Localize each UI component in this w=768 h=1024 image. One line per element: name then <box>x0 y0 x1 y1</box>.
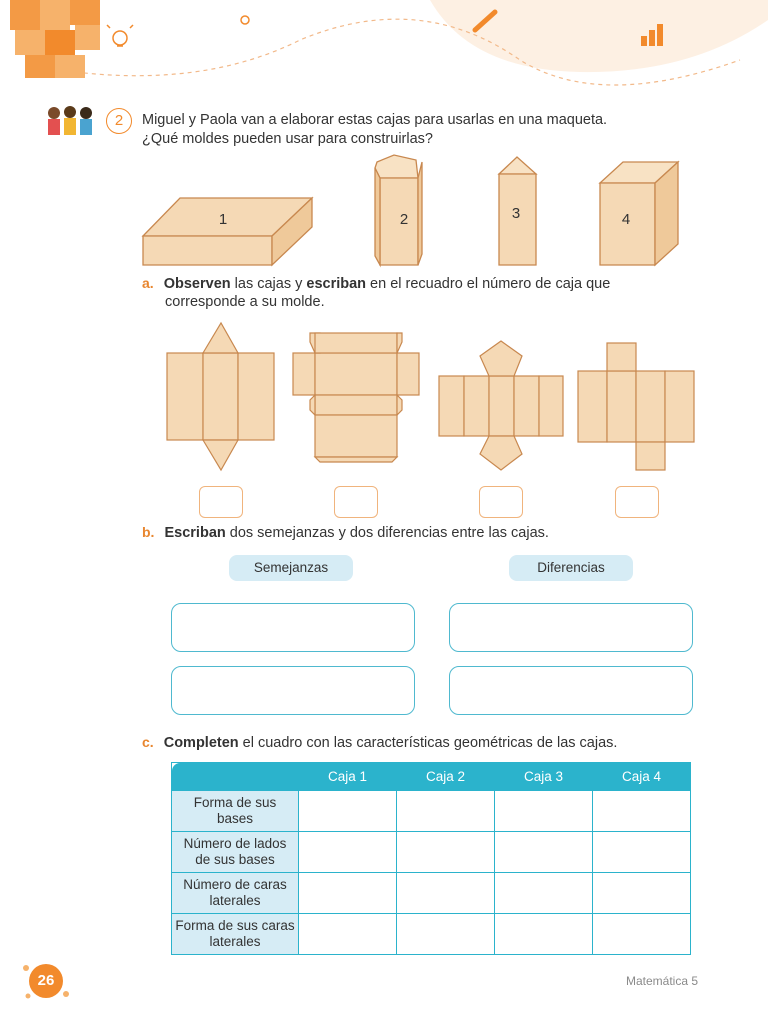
semejanza-field-2[interactable] <box>171 666 415 715</box>
net-4 <box>578 343 694 470</box>
part-a-bold-1: Observen <box>163 276 231 292</box>
answer-box-net-3[interactable] <box>479 486 523 518</box>
part-a-letter: a. <box>142 275 154 291</box>
part-c-text: el cuadro con las características geométricas de las cajas. <box>238 735 618 751</box>
part-b-letter: b. <box>142 524 155 540</box>
diferencia-field-1[interactable] <box>449 603 693 652</box>
boxes-illustration <box>140 150 690 270</box>
question-number: 2 <box>106 108 132 134</box>
children-illustration <box>44 103 100 139</box>
table-cell[interactable] <box>495 832 593 873</box>
semejanza-field-1[interactable] <box>171 603 415 652</box>
table-cell[interactable] <box>495 873 593 914</box>
table-row <box>172 873 691 914</box>
nets-illustration <box>160 320 700 480</box>
table-row <box>172 832 691 873</box>
table-cell[interactable] <box>593 791 691 832</box>
answer-box-net-2[interactable] <box>334 486 378 518</box>
header-decoration <box>0 0 768 100</box>
question-line-2: ¿Qué moldes pueden usar para construirlas? <box>142 131 433 147</box>
table-cell[interactable] <box>299 873 397 914</box>
part-b-line <box>142 524 549 541</box>
table-row <box>172 791 691 832</box>
box-1 <box>143 198 312 265</box>
box-label-3: 3 <box>511 205 521 222</box>
table-row <box>172 914 691 955</box>
diferencia-field-2[interactable] <box>449 666 693 715</box>
box-4 <box>600 162 678 265</box>
table-header-caja-3: Caja 3 <box>495 763 593 791</box>
table-header-row <box>172 763 691 791</box>
table-corner-cell <box>172 763 299 791</box>
part-b-bold: Escriban <box>164 525 226 541</box>
answer-box-net-4[interactable] <box>615 486 659 518</box>
part-a-text-2: en el recuadro el número de caja que <box>366 276 611 292</box>
net-2 <box>293 333 419 462</box>
box-2 <box>375 155 422 265</box>
table-cell[interactable] <box>495 914 593 955</box>
row-label: Forma de sus caras laterales <box>172 914 299 955</box>
table-cell[interactable] <box>593 873 691 914</box>
table-cell[interactable] <box>397 791 495 832</box>
net-3 <box>439 341 563 470</box>
table-cell[interactable] <box>495 791 593 832</box>
row-label: Número de caras laterales <box>172 873 299 914</box>
table-cell[interactable] <box>593 914 691 955</box>
characteristics-table <box>171 762 691 955</box>
lightbulb-icon <box>107 25 133 46</box>
table-cell[interactable] <box>299 832 397 873</box>
semejanzas-label: Semejanzas <box>229 555 353 581</box>
table-cell[interactable] <box>397 873 495 914</box>
part-c-line <box>142 734 617 751</box>
cubes-icon <box>10 0 100 78</box>
answer-box-net-1[interactable] <box>199 486 243 518</box>
part-b-text: dos semejanzas y dos diferencias entre las cajas. <box>225 525 549 541</box>
diferencias-label: Diferencias <box>509 555 633 581</box>
row-label: Forma de sus bases <box>172 791 299 832</box>
part-a-line-1 <box>142 275 610 292</box>
book-title: Matemática 5 <box>626 974 699 988</box>
table-cell[interactable] <box>593 832 691 873</box>
part-a-text-1: las cajas y <box>230 276 307 292</box>
table-cell[interactable] <box>397 832 495 873</box>
row-label: Número de lados de sus bases <box>172 832 299 873</box>
part-a-bold-2: escriban <box>306 276 367 292</box>
part-c-letter: c. <box>142 734 154 750</box>
table-cell[interactable] <box>299 791 397 832</box>
part-a-line-2: corresponde a su molde. <box>165 294 325 310</box>
table-header-caja-2: Caja 2 <box>397 763 495 791</box>
table-header-caja-1: Caja 1 <box>299 763 397 791</box>
question-line-1: Miguel y Paola van a elaborar estas cajas para usarlas en una maqueta. <box>142 112 608 128</box>
net-1 <box>167 323 274 470</box>
box-label-4: 4 <box>621 211 631 228</box>
box-label-1: 1 <box>218 211 228 228</box>
table-cell[interactable] <box>299 914 397 955</box>
box-label-2: 2 <box>399 211 409 228</box>
page-number: 26 <box>29 964 63 998</box>
table-cell[interactable] <box>397 914 495 955</box>
part-c-bold: Completen <box>163 735 239 751</box>
table-header-caja-4: Caja 4 <box>593 763 691 791</box>
